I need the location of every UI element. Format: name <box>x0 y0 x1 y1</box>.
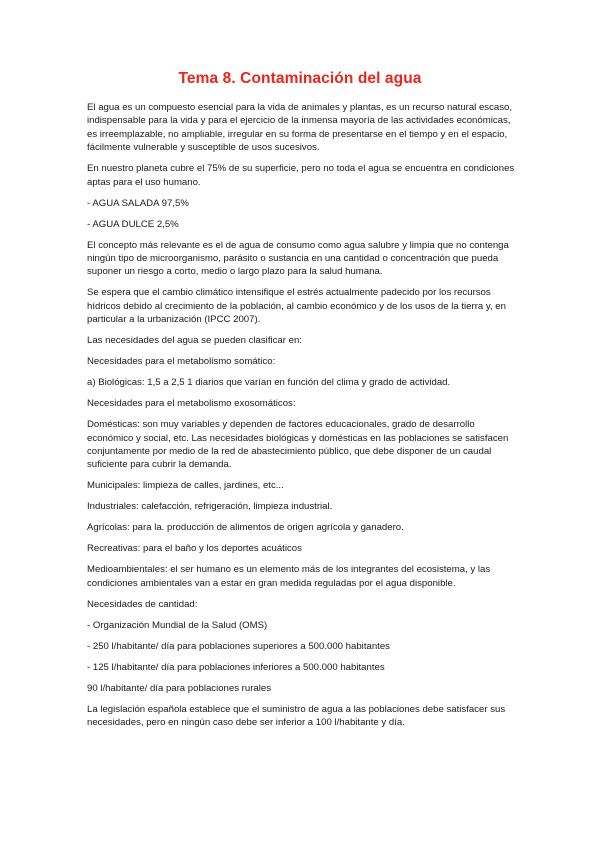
list-item-250-liters: - 250 l/habitante/ día para poblaciones superiores a 500.000 habitantes <box>87 640 390 652</box>
paragraph-recreational: Recreativas: para el baño y los deportes acuáticos <box>87 543 302 555</box>
paragraph-industrial: Industriales: calefacción, refrigeración, limpieza industrial. <box>87 501 333 513</box>
paragraph-needs-classification: Las necesidades del agua se pueden clasificar en: <box>87 335 302 347</box>
paragraph-municipal: Municipales: limpieza de calles, jardines, etc... <box>87 480 284 492</box>
document-body <box>87 101 517 737</box>
paragraph-agricultural: Agrícolas: para la. producción de alimentos de origen agrícola y ganadero. <box>87 522 404 534</box>
list-item-125-liters: - 125 l/habitante/ día para poblaciones inferiores a 500.000 habitantes <box>87 661 385 673</box>
paragraph-somatic-needs: Necesidades para el metabolismo somático: <box>87 356 276 368</box>
paragraph-biological: a) Biológicas: 1,5 a 2,5 1 diarios que varían en función del clima y grado de actividad. <box>87 377 451 389</box>
list-item-fresh-water: - AGUA DULCE 2,5% <box>87 218 179 230</box>
paragraph-intro: El agua es un compuesto esencial para la vida de animales y plantas, es un recurso natural escaso, indispensable para la vida y para el ejercicio de la inmensa mayoría de las actividades económicas, es irreemplazable, no ampliable, irregular en su forma de presentarse en el tiempo y en el espacio, fácilmente vulnerable y susceptible de usos sucesivos. <box>87 102 513 154</box>
list-item-salt-water: - AGUA SALADA 97,5% <box>87 197 189 209</box>
document-title: Tema 8. Contaminación del agua <box>178 70 422 87</box>
paragraph-environmental: Medioambientales: el ser humano es un elemento más de los integrantes del ecosistema, y las condiciones ambientales van a estar en gran medida reguladas por el agua disponible. <box>87 564 491 589</box>
paragraph-exosomatic-needs: Necesidades para el metabolismo exosomáticos: <box>87 398 296 410</box>
paragraph-domestic: Domésticas: son muy variables y dependen de factores educacionales, grado de desarrollo económico y social, etc. Las necesidades biológicas y domésticas en las poblaciones se satisfacen conjuntamente por medio de la red de abastecimiento público, que debe disponer de un caudal suficiente para cubrir la demanda. <box>87 419 509 471</box>
paragraph-legislation: La legislación española establece que el suministro de agua a las poblaciones debe satisfacer sus necesidades, pero en ningún caso debe ser inferior a 100 l/habitante y día. <box>87 703 506 729</box>
paragraph-quantity-needs: Necesidades de cantidad: <box>87 598 198 610</box>
paragraph-climate-change: Se espera que el cambio climático intensifique el estrés actualmente padecido por los recursos hídricos debido al crecimiento de la población, al cambio económico y de los usos de la tierra y, en particular a la urbanización (IPCC 2007). <box>87 287 506 326</box>
list-item-oms: - Organización Mundial de la Salud (OMS) <box>87 619 268 631</box>
paragraph-consumption-water: El concepto más relevante es el de agua de consumo como agua salubre y limpia que no contenga ningún tipo de microorganismo, parásito o sustancia en una cantidad o concentración que pueda suponer un riesgo a corto, medio o largo plazo para la salud humana. <box>87 239 509 278</box>
paragraph-coverage: En nuestro planeta cubre el 75% de su superficie, pero no toda el agua se encuentra en condiciones aptas para el uso humano. <box>87 163 515 188</box>
list-item-90-liters: 90 l/habitante/ día para poblaciones rurales <box>87 682 272 694</box>
